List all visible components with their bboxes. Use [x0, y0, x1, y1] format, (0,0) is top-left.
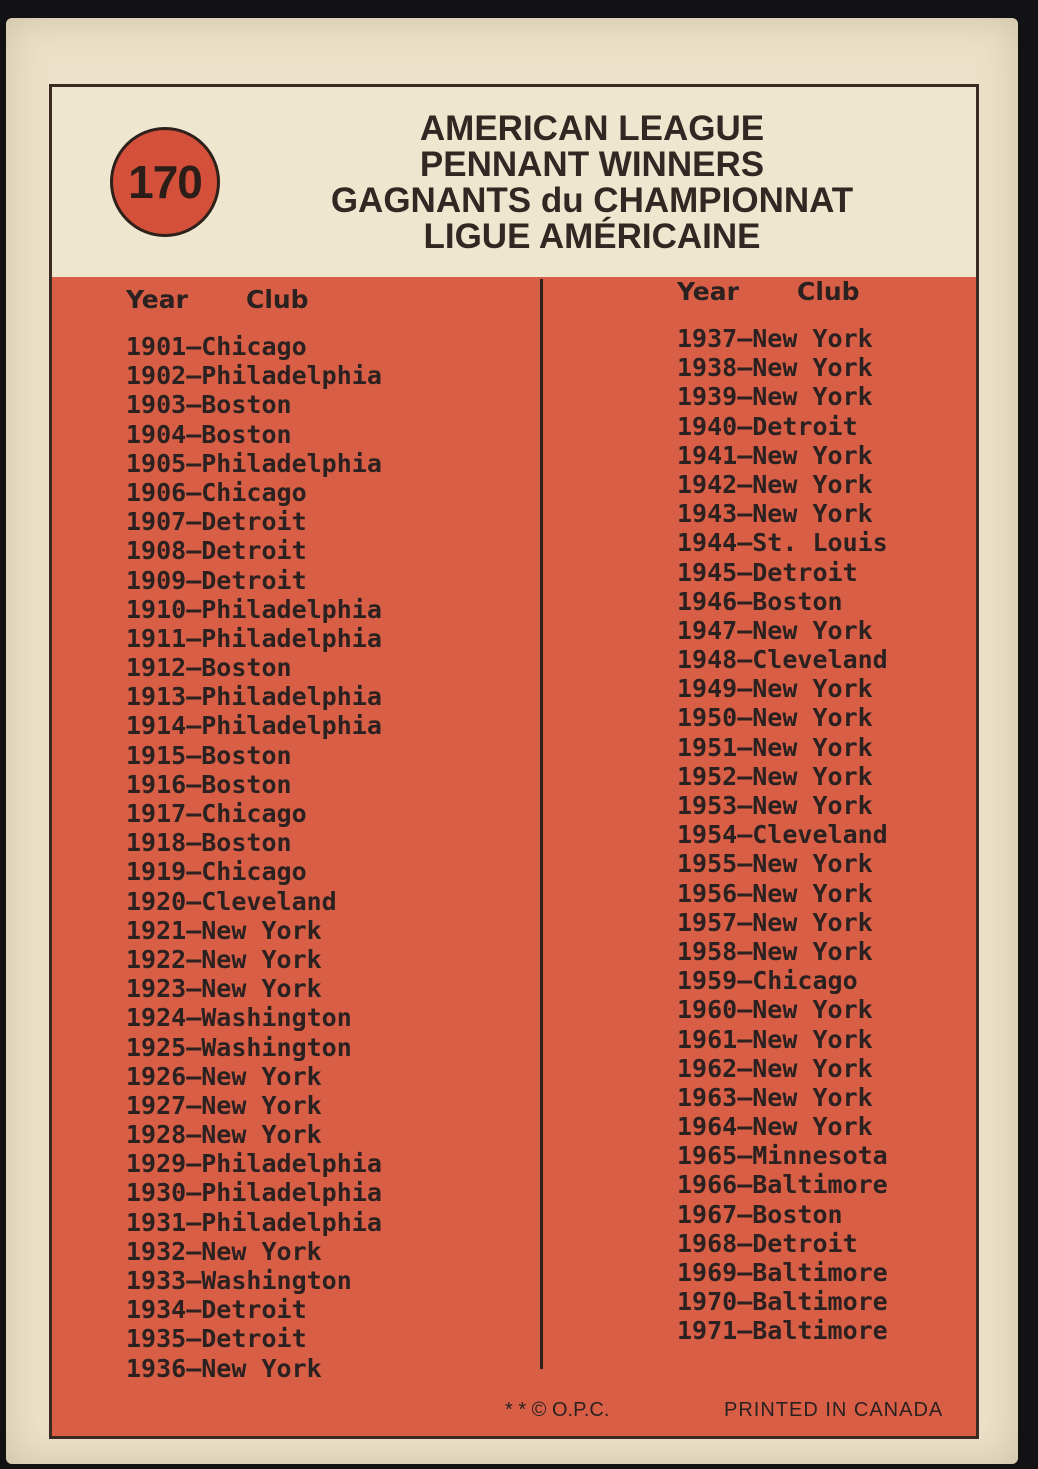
left-rows	[126, 332, 382, 1383]
pennant-row: 1942—New York	[677, 469, 873, 499]
pennant-row: 1909—Detroit	[126, 565, 307, 595]
pennant-row: 1923—New York	[126, 974, 322, 1004]
pennant-row: 1931—Philadelphia	[126, 1207, 382, 1237]
pennant-row: 1901—Chicago	[126, 332, 307, 361]
pennant-row: 1950—New York	[677, 703, 873, 733]
pennant-row: 1926—New York	[126, 1061, 322, 1091]
card-number-badge: 170	[110, 127, 220, 237]
pennant-list-panel	[52, 277, 976, 1436]
printed-in-canada: PRINTED IN CANADA	[724, 1399, 944, 1421]
pennant-row: 1908—Detroit	[126, 536, 307, 566]
pennant-row: 1961—New York	[677, 1024, 873, 1054]
title-line: AMERICAN LEAGUE	[419, 109, 765, 148]
pennant-row: 1933—Washington	[126, 1266, 352, 1295]
pennant-row: 1966—Baltimore	[677, 1170, 888, 1200]
column-divider	[540, 279, 543, 1369]
pennant-row: 1906—Chicago	[126, 477, 307, 507]
pennant-row: 1962—New York	[677, 1053, 873, 1083]
pennant-row: 1949—New York	[677, 674, 873, 704]
pennant-row: 1913—Philadelphia	[126, 682, 382, 712]
pennant-row: 1952—New York	[677, 761, 873, 791]
pennant-row: 1924—Washington	[126, 1003, 352, 1033]
pennant-row: 1967—Boston	[677, 1199, 843, 1229]
club-header: Club	[245, 285, 309, 314]
pennant-row: 1903—Boston	[126, 390, 292, 420]
pennant-row: 1917—Chicago	[126, 799, 307, 828]
left-column-header	[126, 285, 382, 314]
pennant-row: 1910—Philadelphia	[126, 594, 382, 624]
pennant-row: 1922—New York	[126, 944, 322, 974]
pennant-row: 1938—New York	[677, 353, 873, 383]
trading-card-back	[6, 18, 1018, 1464]
pennant-row: 1904—Boston	[126, 419, 292, 449]
copyright-mark: * * © O.P.C.	[505, 1399, 610, 1421]
pennant-row: 1907—Detroit	[126, 507, 307, 537]
pennant-row: 1965—Minnesota	[677, 1141, 888, 1171]
pennant-row: 1927—New York	[126, 1090, 322, 1120]
title-line: PENNANT WINNERS	[419, 145, 765, 184]
pennant-row: 1969—Baltimore	[677, 1258, 888, 1287]
right-rows	[677, 324, 888, 1346]
card-header	[52, 87, 976, 280]
pennant-row: 1914—Philadelphia	[126, 711, 382, 741]
pennant-row: 1960—New York	[677, 995, 873, 1025]
year-header: Year	[677, 277, 739, 306]
title-line: GAGNANTS du CHAMPIONNAT	[330, 181, 854, 220]
pennant-row: 1920—Cleveland	[126, 886, 337, 916]
pennant-row: 1905—Philadelphia	[126, 448, 382, 478]
pennant-row: 1968—Detroit	[677, 1228, 858, 1258]
pennant-row: 1945—Detroit	[677, 557, 858, 587]
pennant-row: 1934—Detroit	[126, 1295, 307, 1325]
pennant-row: 1935—Detroit	[126, 1324, 307, 1354]
pennant-row: 1955—New York	[677, 849, 873, 879]
club-header: Club	[796, 277, 860, 306]
pennant-row: 1921—New York	[126, 915, 322, 945]
pennant-row: 1919—Chicago	[126, 857, 307, 887]
pennant-row: 1953—New York	[677, 791, 873, 820]
pennant-row: 1964—New York	[677, 1112, 873, 1142]
card-title	[282, 111, 902, 255]
title-line: LIGUE AMÉRICAINE	[423, 217, 761, 256]
pennant-row: 1958—New York	[677, 936, 873, 966]
pennant-row: 1936—New York	[126, 1353, 322, 1383]
pennant-row: 1930—Philadelphia	[126, 1178, 382, 1208]
pennant-row: 1954—Cleveland	[677, 820, 888, 850]
pennant-row: 1970—Baltimore	[677, 1287, 888, 1317]
pennant-row: 1912—Boston	[126, 653, 292, 683]
card-frame	[49, 84, 979, 1439]
pennant-row: 1902—Philadelphia	[126, 361, 382, 391]
year-header: Year	[126, 285, 188, 314]
right-column	[677, 277, 888, 1346]
pennant-row: 1925—Washington	[126, 1032, 352, 1062]
right-column-header	[677, 277, 888, 306]
pennant-row: 1956—New York	[677, 878, 873, 908]
pennant-row: 1915—Boston	[126, 740, 292, 770]
pennant-row: 1946—Boston	[677, 586, 843, 616]
pennant-row: 1940—Detroit	[677, 411, 858, 441]
pennant-row: 1928—New York	[126, 1120, 322, 1150]
pennant-row: 1948—Cleveland	[677, 645, 888, 675]
pennant-row: 1916—Boston	[126, 769, 292, 799]
pennant-row: 1911—Philadelphia	[126, 623, 382, 653]
pennant-row: 1943—New York	[677, 499, 873, 529]
pennant-row: 1963—New York	[677, 1082, 873, 1112]
pennant-row: 1939—New York	[677, 382, 873, 412]
pennant-row: 1932—New York	[126, 1236, 322, 1266]
pennant-row: 1918—Boston	[126, 828, 292, 858]
pennant-row: 1937—New York	[677, 324, 873, 353]
pennant-row: 1951—New York	[677, 732, 873, 762]
left-column	[126, 285, 382, 1383]
pennant-row: 1941—New York	[677, 440, 873, 470]
pennant-row: 1959—Chicago	[677, 966, 858, 996]
pennant-row: 1971—Baltimore	[677, 1316, 888, 1346]
pennant-row: 1957—New York	[677, 907, 873, 937]
pennant-row: 1929—Philadelphia	[126, 1149, 382, 1179]
pennant-row: 1944—St. Louis	[677, 528, 888, 558]
pennant-row: 1947—New York	[677, 615, 873, 645]
